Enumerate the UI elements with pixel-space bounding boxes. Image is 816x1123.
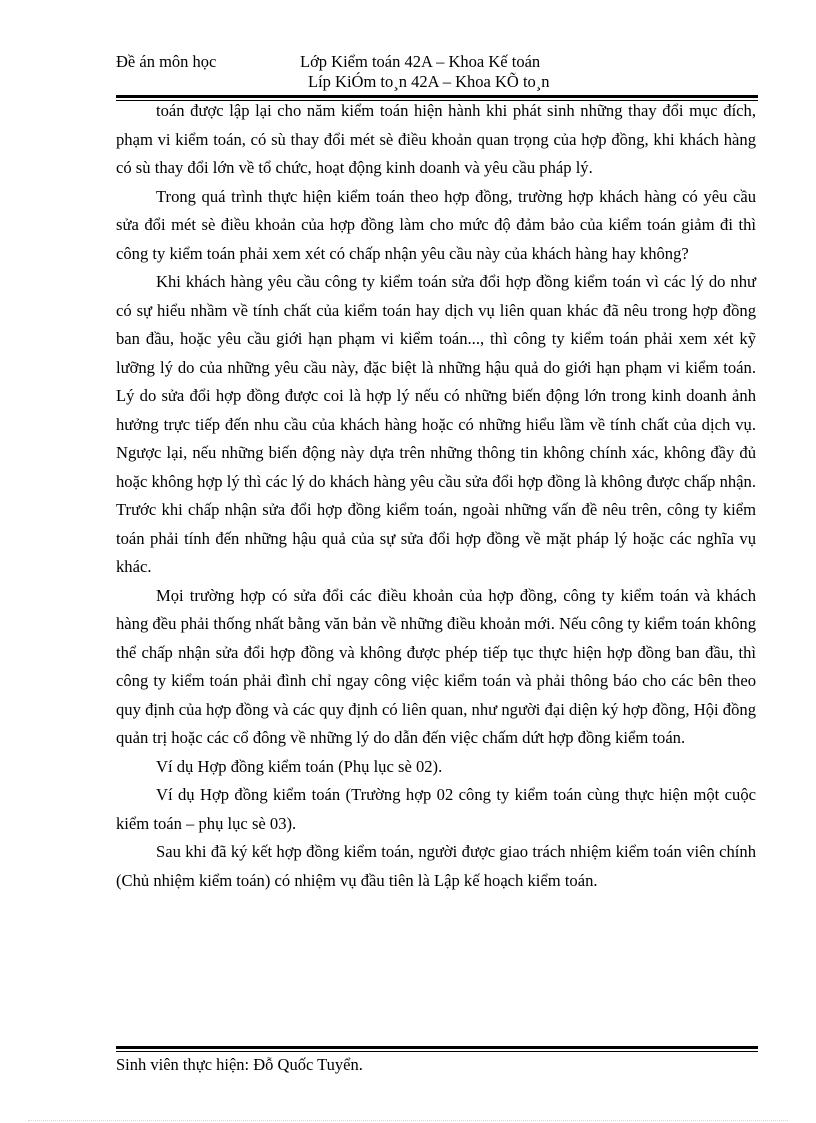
paragraph: Ví dụ Hợp đồng kiểm toán (Phụ lục sè 02). bbox=[156, 756, 443, 776]
footer-rule-thick bbox=[116, 1046, 758, 1049]
header-course-label: Đề án môn học bbox=[116, 52, 217, 71]
page-edge-divider bbox=[28, 1120, 788, 1121]
paragraph-continued: toán được lập lại cho năm kiểm toán hiện hành khi phát sinh những thay đổi mục đích, phạm vi kiểm toán, có sù thay đổi mét sè điều khoản quan trọng của hợp đồng, khi khách hàng có sù thay đổi lớn về tổ chức, hoạt động kinh doanh và yêu cầu pháp lý. bbox=[116, 101, 756, 177]
header-class-label-garbled: Líp KiÓm to¸n 42A – Khoa KÕ to¸n bbox=[308, 72, 550, 91]
header-class-label: Lớp Kiểm toán 42A – Khoa Kế toán bbox=[300, 52, 541, 71]
footer-rule-thin bbox=[116, 1051, 758, 1052]
document-body bbox=[116, 97, 756, 895]
paragraph: Ví dụ Hợp đồng kiểm toán (Trường hợp 02 công ty kiểm toán cùng thực hiện một cuộc kiểm toán – phụ lục sè 03). bbox=[116, 785, 756, 833]
page-header bbox=[116, 48, 756, 98]
paragraph: Trong quá trình thực hiện kiểm toán theo hợp đồng, trường hợp khách hàng có yêu cầu sửa đổi mét sè điều khoản của hợp đồng làm cho mức độ đảm bảo của kiểm toán giảm đi thì công ty kiểm toán phải xem xét có chấp nhận yêu cầu này của khách hàng hay không? bbox=[116, 186, 756, 263]
paragraph: Sau khi đã ký kết hợp đồng kiểm toán, người được giao trách nhiệm kiểm toán viên chính (Chủ nhiệm kiểm toán) có nhiệm vụ đầu tiên là Lập kế hoạch kiểm toán. bbox=[116, 842, 756, 890]
paragraph: Khi khách hàng yêu cầu công ty kiểm toán sửa đổi hợp đồng kiểm toán vì các lý do như có sự hiểu nhầm về tính chất của kiểm toán hay dịch vụ liên quan khác đã nêu trong hợp đồng ban đầu, hoặc yêu cầu giới hạn phạm vi kiểm toán..., thì công ty kiểm toán phải xem xét kỹ lưỡng lý do của những yêu cầu này, đặc biệt là những hậu quả do giới hạn phạm vi kiểm toán. Lý do sửa đổi hợp đồng được coi là hợp lý nếu có những biến động lớn trong kinh doanh ảnh hưởng trực tiếp đến nhu cầu của khách hàng hoặc có những hiểu lầm về tính chất của dịch vụ. Ngược lại, nếu những biến động này dựa trên những thông tin không chính xác, không đầy đủ hoặc không hợp lý thì các lý do khách hàng yêu cầu sửa đổi hợp đồng là không được chấp nhận. Trước khi chấp nhận sửa đổi hợp đồng kiểm toán, ngoài những vấn đề nêu trên, công ty kiểm toán phải tính đến những hậu quả của sự sửa đổi hợp đồng về mặt pháp lý hoặc các nghĩa vụ khác. bbox=[116, 272, 756, 576]
paragraph: Mọi trường hợp có sửa đổi các điều khoản của hợp đồng, công ty kiểm toán và khách hàng đều phải thống nhất bằng văn bản về những điều khoản mới. Nếu công ty kiểm toán không thể chấp nhận sửa đổi hợp đồng và không được phép tiếp tục thực hiện hợp đồng ban đầu, thì công ty kiểm toán phải đình chỉ ngay công việc kiểm toán và phải thông báo cho các bên theo quy định của hợp đồng và các quy định có liên quan, như người đại diện ký hợp đồng, Hội đồng quản trị hoặc các cổ đông về những lý do dẫn đến việc chấm dứt hợp đồng kiểm toán. bbox=[116, 585, 756, 747]
page-footer: Sinh viên thực hiện: Đỗ Quốc Tuyển. bbox=[116, 1055, 363, 1074]
